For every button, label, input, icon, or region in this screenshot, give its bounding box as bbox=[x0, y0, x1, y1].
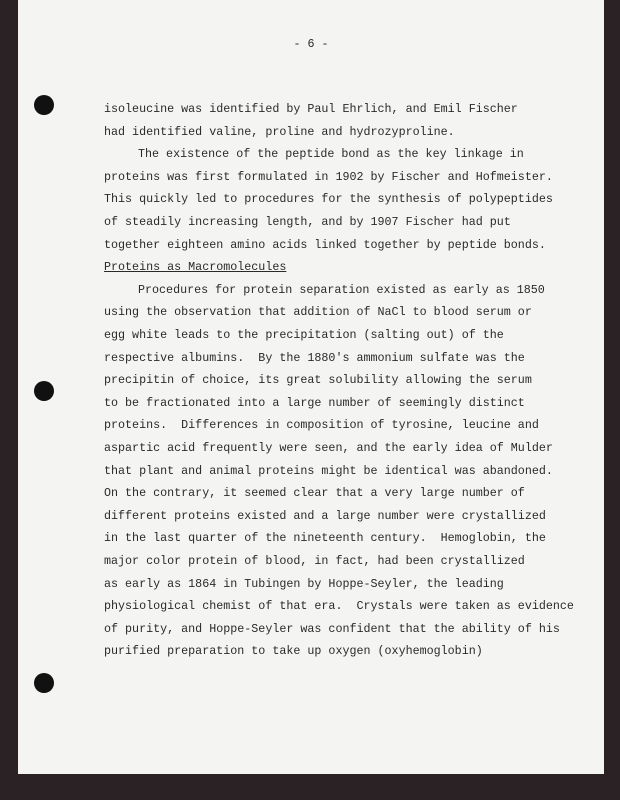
text-line: using the observation that addition of NaCl to blood serum or bbox=[104, 305, 532, 320]
text-line: different proteins existed and a large number were crystallized bbox=[104, 508, 546, 523]
document-page bbox=[18, 0, 604, 774]
text-line: proteins. Differences in composition of tyrosine, leucine and bbox=[104, 418, 539, 433]
text-line: together eighteen amino acids linked together by peptide bonds. bbox=[104, 237, 546, 252]
punch-hole bbox=[34, 95, 54, 115]
text-line: respective albumins. By the 1880's ammonium sulfate was the bbox=[104, 350, 525, 365]
page-number: - 6 - bbox=[293, 37, 329, 51]
text-line: of purity, and Hoppe-Seyler was confident that the ability of his bbox=[104, 621, 560, 636]
punch-hole bbox=[34, 381, 54, 401]
text-line: had identified valine, proline and hydrozyproline. bbox=[104, 124, 455, 139]
text-line: to be fractionated into a large number of seemingly distinct bbox=[104, 395, 525, 410]
text-line: as early as 1864 in Tubingen by Hoppe-Seyler, the leading bbox=[104, 576, 504, 591]
text-line: major color protein of blood, in fact, had been crystallized bbox=[104, 554, 525, 568]
text-line: isoleucine was identified by Paul Ehrlich, and Emil Fischer bbox=[104, 102, 518, 116]
text-line: The existence of the peptide bond as the key linkage in bbox=[138, 147, 524, 162]
text-line: precipitin of choice, its great solubility allowing the serum bbox=[104, 373, 532, 388]
text-line: in the last quarter of the nineteenth century. Hemoglobin, the bbox=[104, 531, 546, 546]
text-line: of steadily increasing length, and by 1907 Fischer had put bbox=[104, 215, 511, 229]
text-line: On the contrary, it seemed clear that a very large number of bbox=[104, 486, 525, 501]
text-line: that plant and animal proteins might be identical was abandoned. bbox=[104, 463, 553, 478]
text-line: physiological chemist of that era. Crystals were taken as evidence bbox=[104, 599, 574, 614]
text-line: This quickly led to procedures for the synthesis of polypeptides bbox=[104, 192, 553, 207]
text-line: purified preparation to take up oxygen (oxyhemoglobin) bbox=[104, 644, 483, 659]
text-line: egg white leads to the precipitation (salting out) of the bbox=[104, 328, 504, 342]
punch-hole bbox=[34, 673, 54, 693]
section-heading: Proteins as Macromolecules bbox=[104, 260, 287, 275]
text-line: proteins was first formulated in 1902 by Fischer and Hofmeister. bbox=[104, 169, 553, 184]
text-line: aspartic acid frequently were seen, and the early idea of Mulder bbox=[104, 441, 553, 455]
text-line: Procedures for protein separation existed as early as 1850 bbox=[138, 282, 545, 297]
